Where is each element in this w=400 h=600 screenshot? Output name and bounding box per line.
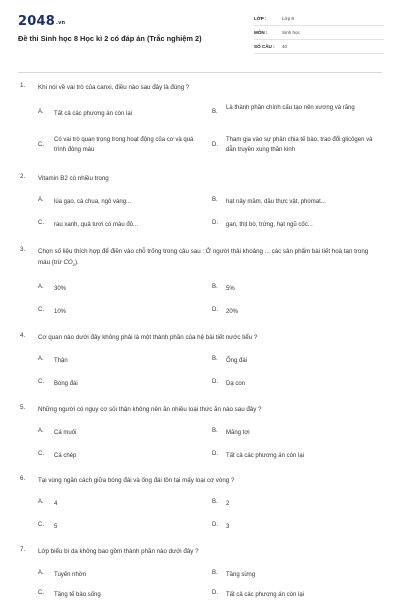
meta-row-count [254,40,384,54]
option-c[interactable] [30,584,200,600]
option-d[interactable] [204,516,384,537]
option-text: Ống đái [226,358,248,364]
option-letter: A. [38,428,44,434]
option-b[interactable] [204,564,384,585]
question-text-part: ). [74,259,79,266]
option-text: Tầng tế bào sống [54,592,101,598]
option-letter: D. [212,451,218,457]
option-letter: C. [38,451,44,457]
meta-row-subject [254,26,384,40]
option-letter: C. [38,379,44,385]
option-letter: C. [38,142,44,148]
option-text: Có vai trò quan trọng trong hoạt động của cơ và quá trình đông máu [54,137,194,153]
option-text: Tầng sừng [226,572,256,578]
question-number: 6. [20,475,26,482]
formula-subscript: 2 [72,262,75,268]
option-letter: B. [212,356,218,362]
option-d[interactable] [204,445,384,466]
question-number: 4. [20,332,26,339]
option-text: Tất cả các phương án còn lại [54,111,132,117]
option-b[interactable] [204,103,384,124]
header-divider [18,72,382,73]
option-letter: D. [212,379,218,385]
option-text: Tuyến nhờn [54,572,87,578]
option-text: Là thành phần chính cấu tạo nên xương và răng [226,105,355,111]
option-b[interactable] [204,493,384,514]
option-text: 3 [226,524,230,530]
option-text: Tất cả các phương án còn lại [226,453,304,459]
meta-row-grade [254,12,384,26]
option-letter: A. [38,284,44,290]
option-letter: B. [212,428,218,434]
option-letter: B. [212,570,218,576]
option-letter: A. [38,109,44,115]
option-text: hạt nảy mầm, dầu thực vật, phomat... [226,199,326,205]
option-text: Cá chép [54,453,77,459]
option-a[interactable] [30,350,200,371]
option-text: Dạ con [226,381,246,387]
option-text: Thận [54,358,68,364]
question-text-part: Chọn số liệu thích hợp để điền vào chỗ trống trong câu sau : Ở người thải khoảng ... các sản phẩm bài tiết hoà tan trong máu (trừ [38,248,369,266]
option-letter: B. [212,284,218,290]
option-letter: B. [212,109,218,115]
option-c[interactable] [30,445,200,466]
site-logo[interactable] [18,14,65,29]
option-text: 30% [54,286,67,292]
option-a[interactable] [30,422,200,443]
option-text: Tham gia vào sự phân chia tế bào, trao đổi glicôgen và dẫn truyền xung thần kinh [226,137,373,153]
option-letter: D. [212,522,218,528]
option-d[interactable] [204,214,384,235]
option-letter: D. [212,307,218,313]
option-b[interactable] [204,422,384,443]
option-c[interactable] [30,214,200,235]
meta-key: MÔN : [254,30,268,35]
question-text: Vitamin B2 có nhiều trong [38,175,109,182]
option-letter: C. [38,590,44,596]
question-text: Lớp biểu bì da không bao gồm thành phần nào dưới đây ? [38,548,199,555]
option-a[interactable] [30,191,200,212]
option-letter: A. [38,570,44,576]
option-d[interactable] [204,135,384,156]
option-letter: C. [38,522,44,528]
meta-value: Sinh học [282,30,300,35]
option-a[interactable] [30,103,200,124]
option-text: 5% [226,286,235,292]
question-text: Cơ quan nào dưới đây không phải là một thành phần của hệ bài tiết nước tiểu ? [38,334,258,341]
question-text [38,246,378,270]
option-c[interactable] [30,301,200,322]
question-number: 2. [20,173,26,180]
option-text: 2 [226,501,230,507]
option-a[interactable] [30,278,200,299]
option-text: 5 [54,524,58,530]
question-text: Tại vùng ngăn cách giữa bóng đái và ống đái tồn tại mấy loại cơ vòng ? [38,477,235,484]
option-c[interactable] [30,373,200,394]
option-d[interactable] [204,301,384,322]
option-text: 20% [226,309,239,315]
page-header [0,0,400,72]
meta-value: Lớp 8 [282,16,294,21]
option-letter: D. [212,220,218,226]
option-b[interactable] [204,278,384,299]
question-number: 7. [20,546,26,553]
option-text: Cá muối [54,430,77,436]
option-letter: A. [38,356,44,362]
option-d[interactable] [204,373,384,394]
meta-value: 40 [282,44,288,49]
option-text: Tất cả các phương án còn lại [226,592,304,598]
option-text: 4 [54,501,58,507]
question-number: 1. [20,82,26,89]
option-b[interactable] [204,191,384,212]
option-text: Bóng đái [54,381,78,387]
logo-suffix: .vn [55,20,66,26]
option-b[interactable] [204,350,384,371]
meta-key: SỐ CÂU : [254,44,275,49]
option-text: rau xanh, quả tươi có màu đỏ... [54,222,138,228]
question-number: 5. [20,404,26,411]
option-a[interactable] [30,564,200,585]
page-title: Đề thi Sinh học 8 Học kì 2 có đáp án (Trắc nghiệm 2) [18,34,202,43]
option-letter: D. [212,590,218,596]
option-c[interactable] [30,135,200,156]
option-letter: A. [38,197,44,203]
option-text: Măng tơi [226,430,250,436]
meta-key: LỚP : [254,16,267,21]
option-text: gan, thịt bò, trứng, hạt ngũ cốc... [226,222,313,228]
question-text: Những người có nguy cơ sỏi thận không nên ăn nhiều loại thức ăn nào sau đây ? [38,406,262,413]
option-letter: A. [38,499,44,505]
question-number: 3. [20,246,26,253]
option-text: lúa gạo, cà chua, ngô vàng... [54,199,132,205]
logo-text: 2048 [18,14,55,29]
formula-co2: CO [63,259,73,266]
option-text: 10% [54,309,67,315]
option-d[interactable] [204,584,384,600]
option-letter: C. [38,307,44,313]
question-text: Khi nói về vai trò của canxi, điều nào sau đây là đúng ? [38,84,190,91]
option-letter: D. [212,142,218,148]
option-letter: B. [212,499,218,505]
exam-meta-table [254,12,384,54]
option-c[interactable] [30,516,200,537]
option-letter: B. [212,197,218,203]
option-letter: C. [38,220,44,226]
option-a[interactable] [30,493,200,514]
